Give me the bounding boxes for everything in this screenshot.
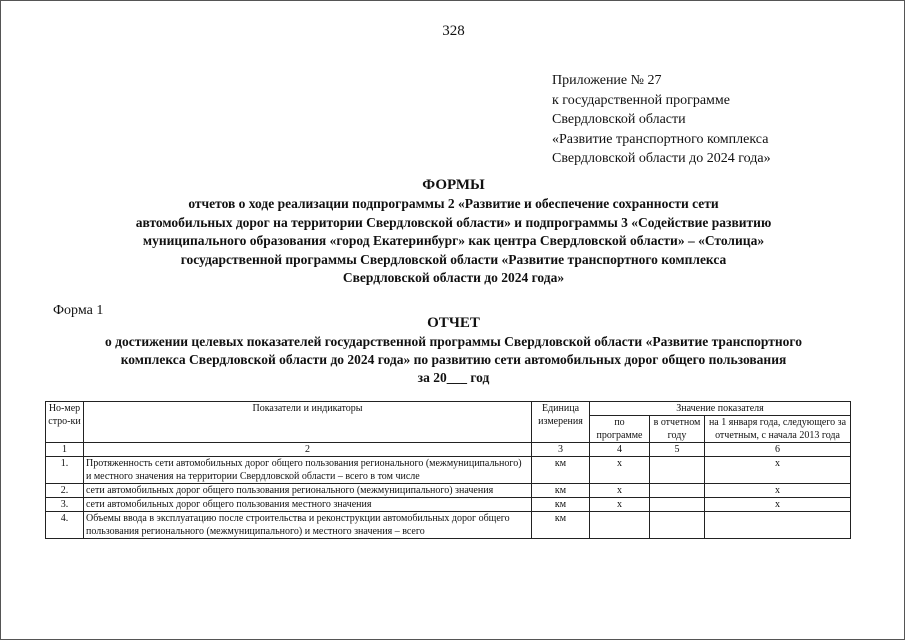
column-number-row	[46, 443, 851, 457]
table-header-row	[46, 402, 851, 416]
header-unit: Единица измерения	[532, 402, 590, 443]
header-indicators: Показатели и индикаторы	[84, 402, 532, 443]
indicators-table	[45, 401, 851, 539]
appendix-line: Свердловской области до 2024 года»	[552, 151, 771, 166]
page-number: 328	[442, 23, 465, 39]
appendix-line: Приложение № 27	[552, 73, 662, 88]
row-number: 3.	[46, 498, 84, 512]
forms-subtitle-line: муниципального образования «город Екатеринбург» как центра Свердловской области» – «Столица»	[142, 233, 765, 248]
row-program-value: х	[590, 457, 650, 484]
row-year-value	[650, 498, 705, 512]
report-subtitle-line: комплекса Свердловской области до 2024 года» по развитию сети автомобильных дорог общего пользования	[120, 352, 787, 367]
row-total-value: х	[705, 484, 851, 498]
header-row-number: Но-мер стро-ки	[46, 402, 84, 443]
row-year-value	[650, 484, 705, 498]
row-number: 4.	[46, 512, 84, 539]
row-total-value: х	[705, 457, 851, 484]
row-indicator: Протяженность сети автомобильных дорог общего пользования регионального (межмуниципального) и местного значения на территории Свердловской области – всего в том числе	[84, 457, 532, 484]
appendix-line: к государственной программе	[552, 92, 730, 108]
forms-subtitle-line: отчетов о ходе реализации подпрограммы 2 «Развитие и обеспечение сохранности сети	[188, 196, 719, 211]
header-value-group: Значение показателя	[590, 402, 851, 416]
row-year-value	[650, 512, 705, 539]
report-title: ОТЧЕТ	[427, 315, 480, 331]
column-number: 5	[650, 443, 705, 457]
row-unit: км	[532, 484, 590, 498]
column-number: 2	[84, 443, 532, 457]
forms-subtitle-line: государственной программы Свердловской области «Развитие транспортного комплекса	[180, 251, 727, 267]
form-label: Форма 1	[53, 303, 104, 318]
row-unit: км	[532, 498, 590, 512]
appendix-block	[552, 71, 771, 169]
row-unit: км	[532, 512, 590, 539]
table-row	[46, 457, 851, 484]
report-subtitle-line: о достижении целевых показателей государственной программы Свердловской области «Развитие транспортного	[105, 334, 802, 349]
row-indicator: сети автомобильных дорог общего пользования регионального (межмуниципального) значения	[84, 484, 532, 498]
appendix-line: Свердловской области	[552, 112, 686, 127]
row-total-value	[705, 512, 851, 539]
header-by-program: по программе	[590, 416, 650, 443]
table-row	[46, 498, 851, 512]
column-number: 4	[590, 443, 650, 457]
row-unit: км	[532, 457, 590, 484]
header-in-reporting-year: в отчетном году	[650, 416, 705, 443]
table-row	[46, 512, 851, 539]
column-number: 1	[46, 443, 84, 457]
row-total-value: х	[705, 498, 851, 512]
row-indicator: Объемы ввода в эксплуатацию после строительства и реконструкции автомобильных дорог общего пользования регионального (межмуниципального) и местного значения – всего	[84, 512, 532, 539]
forms-subtitle-line: автомобильных дорог на территории Свердловской области» и подпрограммы 3 «Содействие развитию	[135, 214, 772, 230]
report-subtitle-line: за 20___ год	[417, 370, 490, 385]
forms-subtitle	[61, 195, 846, 288]
row-number: 2.	[46, 484, 84, 498]
column-number: 3	[532, 443, 590, 457]
row-program-value: х	[590, 498, 650, 512]
forms-title: ФОРМЫ	[422, 177, 485, 193]
row-program-value: х	[590, 484, 650, 498]
row-indicator: сети автомобильных дорог общего пользования местного значения	[84, 498, 532, 512]
header-as-of-january: на 1 января года, следующего за отчетным, с начала 2013 года	[705, 416, 851, 443]
row-program-value	[590, 512, 650, 539]
forms-subtitle-line: Свердловской области до 2024 года»	[342, 270, 565, 285]
row-number: 1.	[46, 457, 84, 484]
report-subtitle	[31, 333, 876, 387]
table-row	[46, 484, 851, 498]
row-year-value	[650, 457, 705, 484]
column-number: 6	[705, 443, 851, 457]
appendix-line: «Развитие транспортного комплекса	[552, 131, 769, 147]
